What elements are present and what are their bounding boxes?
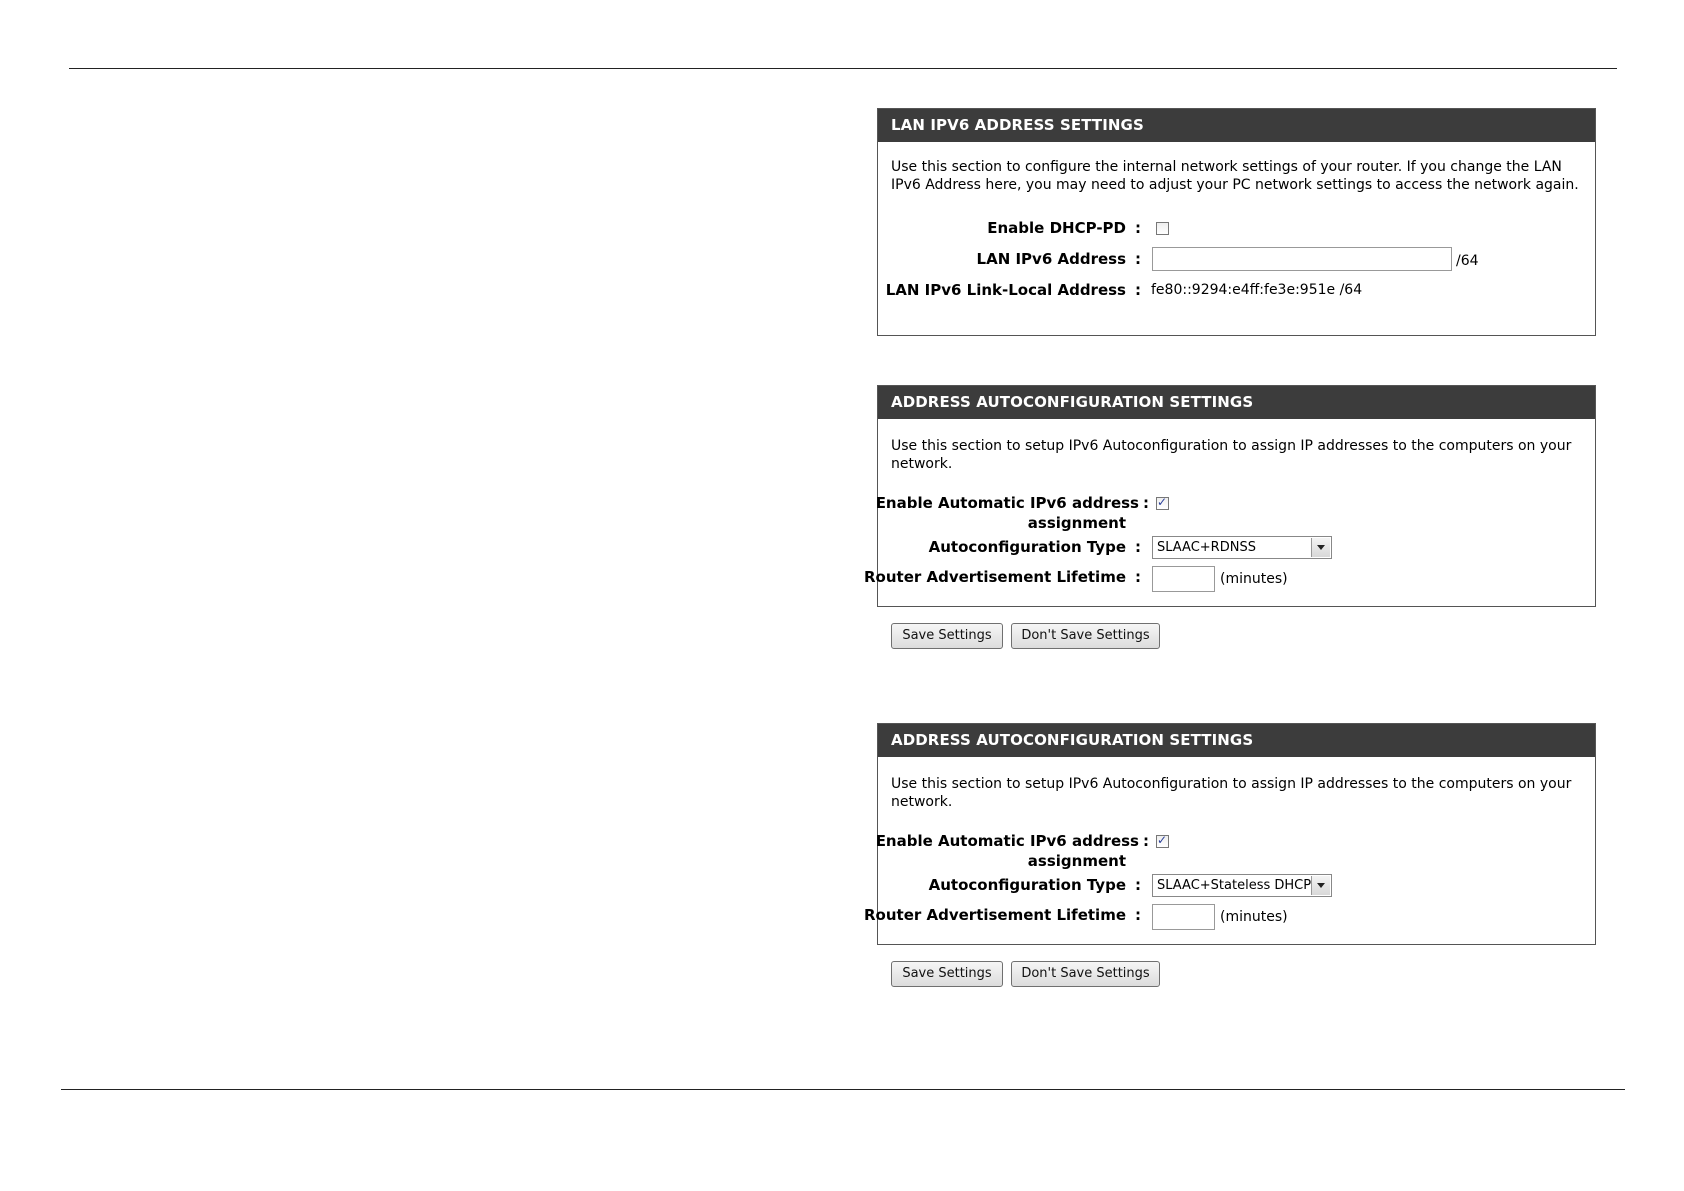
enable-auto-ipv6-label-line2: assignment [1027, 852, 1126, 870]
enable-dhcp-pd-checkbox[interactable] [1156, 222, 1169, 235]
bottom-divider [61, 1089, 1625, 1090]
panel-header: ADDRESS AUTOCONFIGURATION SETTINGS [878, 386, 1595, 419]
colon: : [1135, 250, 1141, 268]
row-ra-lifetime [864, 905, 1595, 933]
enable-auto-ipv6-checkbox[interactable] [1156, 835, 1169, 848]
ra-lifetime-label: Router Advertisement Lifetime [864, 906, 1126, 924]
autoconfig-settings-panel-rdnss [864, 385, 1596, 607]
row-lan-ipv6-address [878, 249, 1595, 277]
colon: : [1135, 876, 1141, 894]
colon: : [1143, 832, 1149, 850]
ra-lifetime-input[interactable] [1152, 566, 1215, 592]
row-link-local-address [878, 280, 1595, 308]
colon: : [1135, 906, 1141, 924]
autoconfig-settings-panel-stateless-dhcp [864, 723, 1596, 945]
lan-ipv6-settings-panel [877, 108, 1596, 336]
row-autoconfig-type [878, 875, 1595, 903]
panel-header: LAN IPV6 ADDRESS SETTINGS [878, 109, 1595, 142]
lan-ipv6-address-label: LAN IPv6 Address [976, 250, 1126, 268]
chevron-down-icon[interactable] [1311, 876, 1330, 895]
enable-dhcp-pd-label: Enable DHCP-PD [987, 219, 1126, 237]
row-autoconfig-type [878, 537, 1595, 565]
dont-save-settings-button[interactable]: Don't Save Settings [1011, 623, 1160, 649]
autoconfig-type-selected-value: SLAAC+RDNSS [1157, 540, 1256, 555]
enable-auto-ipv6-label-line1: Enable Automatic IPv6 address [875, 494, 1139, 512]
autoconfig-type-label: Autoconfiguration Type [928, 876, 1126, 894]
ra-lifetime-label: Router Advertisement Lifetime [864, 568, 1126, 586]
colon: : [1135, 538, 1141, 556]
colon: : [1135, 568, 1141, 586]
save-settings-button[interactable]: Save Settings [891, 961, 1003, 987]
prefix-length-suffix: /64 [1456, 253, 1479, 269]
panel-description: Use this section to setup IPv6 Autoconfiguration to assign IP addresses to the computers on your network. [891, 776, 1572, 810]
chevron-down-icon[interactable] [1311, 538, 1330, 557]
ra-lifetime-input[interactable] [1152, 904, 1215, 930]
autoconfig-type-label: Autoconfiguration Type [928, 538, 1126, 556]
panel-description: Use this section to configure the internal network settings of your router. If you change the LAN IPv6 Address here, you may need to adjust your PC network settings to access the network again. [891, 159, 1579, 193]
enable-auto-ipv6-checkbox[interactable] [1156, 497, 1169, 510]
row-enable-dhcp-pd [878, 218, 1595, 246]
panel-header: ADDRESS AUTOCONFIGURATION SETTINGS [878, 724, 1595, 757]
panel-description: Use this section to setup IPv6 Autoconfiguration to assign IP addresses to the computers on your network. [891, 438, 1572, 472]
link-local-address-value: fe80::9294:e4ff:fe3e:951e /64 [1151, 282, 1363, 298]
link-local-address-label: LAN IPv6 Link-Local Address [885, 281, 1126, 299]
dont-save-settings-button[interactable]: Don't Save Settings [1011, 961, 1160, 987]
row-ra-lifetime [864, 567, 1595, 595]
autoconfig-type-select[interactable] [1152, 874, 1332, 897]
colon: : [1135, 219, 1141, 237]
ra-lifetime-unit: (minutes) [1220, 571, 1288, 587]
row-enable-auto-ipv6 [875, 493, 1595, 533]
enable-auto-ipv6-label-line2: assignment [1027, 514, 1126, 532]
colon: : [1143, 494, 1149, 512]
autoconfig-type-select[interactable] [1152, 536, 1332, 559]
lan-ipv6-address-input[interactable] [1152, 247, 1452, 271]
top-divider [69, 68, 1617, 69]
enable-auto-ipv6-label-line1: Enable Automatic IPv6 address [875, 832, 1139, 850]
save-settings-button[interactable]: Save Settings [891, 623, 1003, 649]
colon: : [1135, 281, 1141, 299]
autoconfig-type-selected-value: SLAAC+Stateless DHCP [1157, 878, 1312, 893]
row-enable-auto-ipv6 [875, 831, 1595, 871]
ra-lifetime-unit: (minutes) [1220, 909, 1288, 925]
